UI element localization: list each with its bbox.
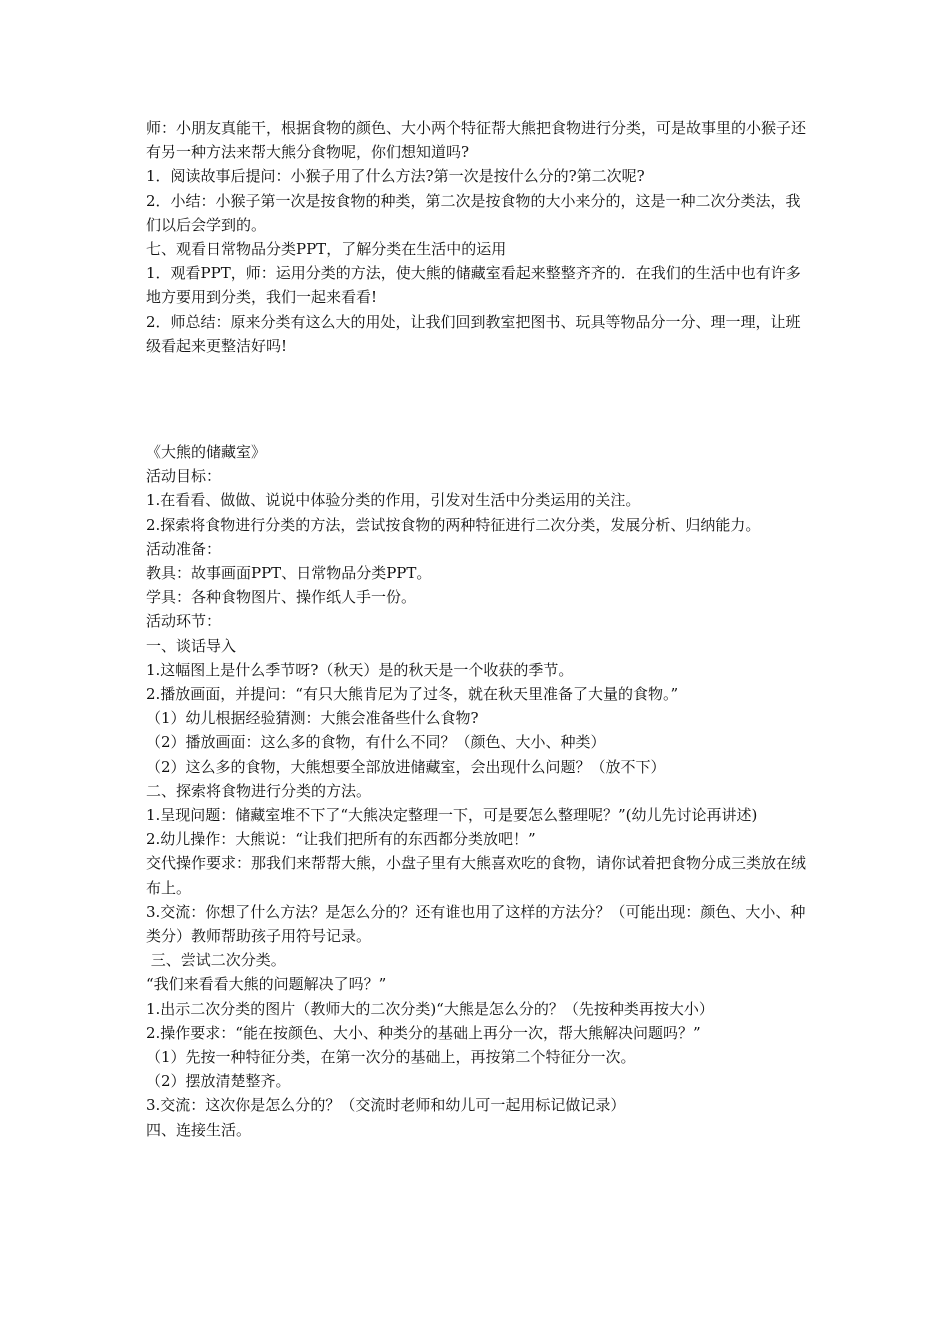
paragraph: （1）幼儿根据经验猜测：大熊会准备些什么食物? — [146, 709, 479, 728]
section-heading: 二、探索将食物进行分类的方法。 — [146, 781, 372, 800]
paragraph: 3.交流：你想了什么方法？是怎么分的？还有谁也用了这样的方法分？（可能出现：颜色、大小、种类分）教师帮助孩子用符号记录。 — [146, 902, 806, 946]
paragraph: 1．阅读故事后提问：小猴子用了什么方法?第一次是按什么分的?第二次呢? — [146, 167, 645, 186]
lesson-plan-section — [146, 440, 812, 1142]
lesson-continuation-section — [146, 116, 812, 358]
paragraph: 教具：故事画面PPT、日常物品分类PPT。 — [146, 564, 432, 583]
paragraph: 2.幼儿操作：大熊说：“让我们把所有的东西都分类放吧！” — [146, 830, 536, 849]
paragraph: 2.探索将食物进行分类的方法，尝试按食物的两种特征进行二次分类，发展分析、归纳能力。 — [146, 515, 761, 534]
paragraph: 1.这幅图上是什么季节呀?（秋天）是的秋天是一个收获的季节。 — [146, 660, 574, 679]
paragraph: 师：小朋友真能干，根据食物的颜色、大小两个特征帮大熊把食物进行分类，可是故事里的小猴子还有另一种方法来帮大熊分食物呢，你们想知道吗? — [146, 119, 807, 162]
paragraph: 交代操作要求：那我们来帮帮大熊，小盘子里有大熊喜欢吃的食物，请你试着把食物分成三类放在绒布上。 — [146, 854, 807, 897]
paragraph: 1.出示二次分类的图片（教师大的二次分类)“大熊是怎么分的？（先按种类再按大小） — [146, 999, 714, 1018]
section-heading: 四、连接生活。 — [146, 1120, 252, 1139]
paragraph: 2．师总结：原来分类有这么大的用处，让我们回到教室把图书、玩具等物品分一分、理一理，让班级看起来更整洁好吗! — [146, 312, 801, 355]
paragraph: 3.交流：这次你是怎么分的？（交流时老师和幼儿可一起用标记做记录） — [146, 1096, 626, 1115]
paragraph: 2．小结：小猴子第一次是按食物的种类，第二次是按食物的大小来分的，这是一种二次分类法，我们以后会学到的。 — [146, 191, 801, 234]
section-heading: 三、尝试二次分类。 — [146, 951, 286, 970]
lesson-title: 《大熊的储藏室》 — [146, 443, 267, 461]
section-heading: 活动准备： — [146, 539, 222, 558]
paragraph: 1.呈现问题：储藏室堆不下了“大熊决定整理一下，可是要怎么整理呢？”(幼儿先讨论再讲述) — [146, 806, 758, 825]
section-heading: 活动环节： — [146, 612, 222, 631]
section-heading: 一、谈话导入 — [146, 636, 237, 655]
paragraph: （2）摆放清楚整齐。 — [146, 1072, 291, 1091]
paragraph: （2）播放画面：这么多的食物，有什么不同？（颜色、大小、种类） — [146, 733, 606, 752]
paragraph: 1.在看看、做做、说说中体验分类的作用，引发对生活中分类运用的关注。 — [146, 491, 641, 510]
paragraph: （1）先按一种特征分类，在第一次分的基础上，再按第二个特征分一次。 — [146, 1048, 636, 1067]
paragraph: 2.播放画面，并提问：“有只大熊肯尼为了过冬，就在秋天里准备了大量的食物。” — [146, 685, 679, 704]
paragraph: 1．观看PPT，师：运用分类的方法，使大熊的储藏室看起来整整齐齐的．在我们的生活中也有许多地方要用到分类，我们一起来看看! — [146, 264, 801, 307]
paragraph: “我们来看看大熊的问题解决了吗？” — [146, 975, 387, 994]
paragraph: 学具：各种食物图片、操作纸人手一份。 — [146, 588, 417, 607]
section-heading: 七、观看日常物品分类PPT，了解分类在生活中的运用 — [146, 240, 507, 259]
paragraph: 2.操作要求：“能在按颜色、大小、种类分的基础上再分一次，帮大熊解决问题吗？” — [146, 1023, 701, 1042]
section-heading: 活动目标： — [146, 467, 222, 486]
paragraph: （2）这么多的食物，大熊想要全部放进储藏室，会出现什么问题？（放不下） — [146, 757, 666, 776]
